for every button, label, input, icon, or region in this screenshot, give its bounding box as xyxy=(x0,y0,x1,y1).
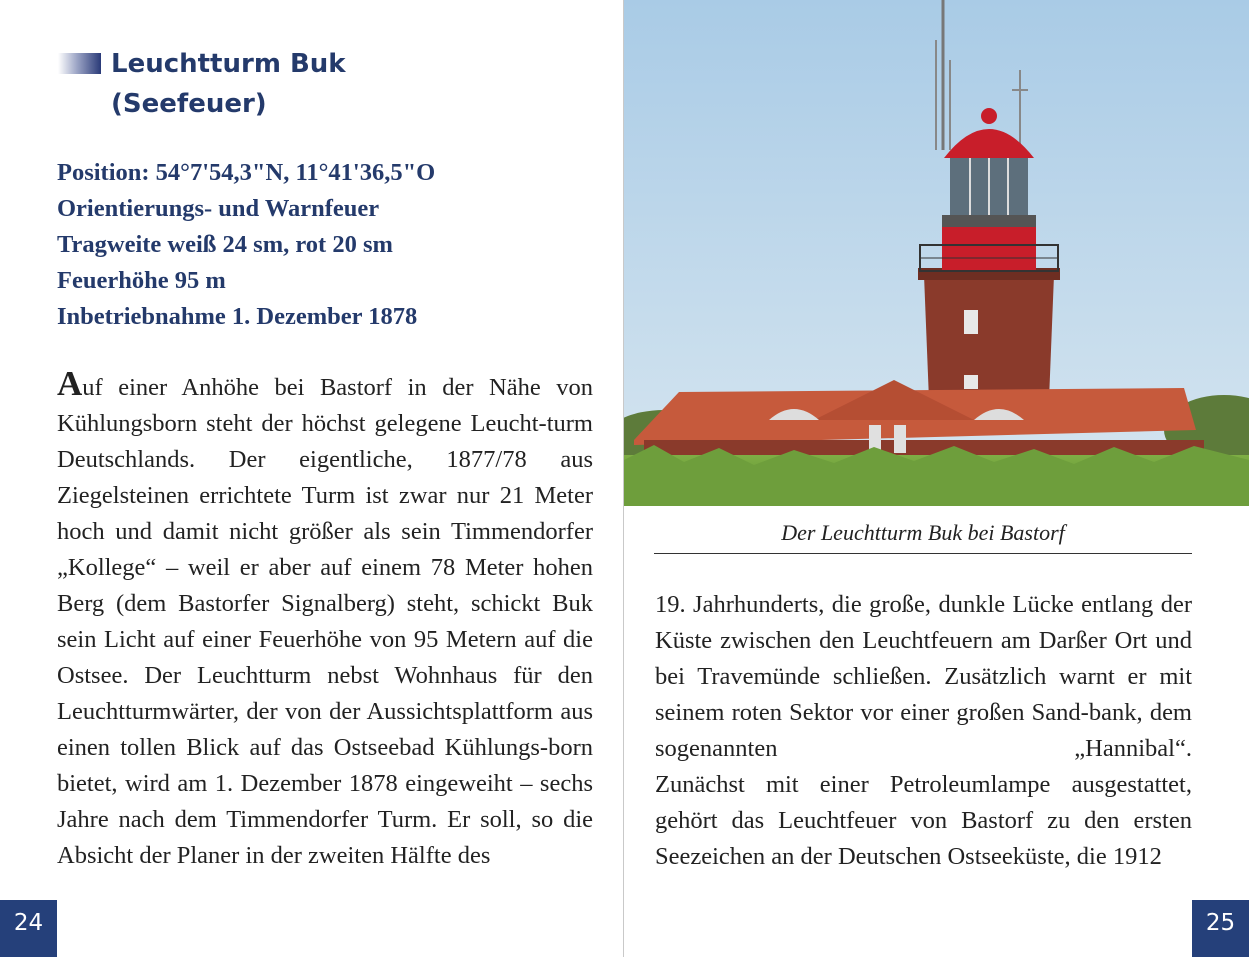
left-page xyxy=(0,0,623,957)
body-text-right-2: Zunächst mit einer Petroleumlampe ausgestattet, gehört das Leuchtfeuer von Bastorf zu den ersten Seezeichen an der Deutschen Ostseeküste, die 1912 xyxy=(655,771,1192,870)
fact-commissioning: Inbetriebnahme 1. Dezember 1878 xyxy=(57,303,418,330)
body-paragraph-left xyxy=(57,364,593,874)
body-text-left: uf einer Anhöhe bei Bastorf in der Nähe von Kühlungsborn steht der höchst gelegene Leucht-turm Deutschlands. Der eigentliche, 1877/78 aus Ziegelsteinen errichtete Turm ist zwar nur 21 Meter hoch und damit nicht größer als sein Timmendorfer „Kollege“ – weil er aber auf einem 78 Meter hohen Berg (dem Bastorfer Signalberg) steht, schickt Buk sein Licht auf einer Feuerhöhe von 95 Metern auf die Ostsee. Der Leuchtturm nebst Wohnhaus für den Leuchtturmwärter, der von der Aussichtsplattform aus einen tollen Blick auf das Ostseebad Kühlungs-born bietet, wird am 1. Dezember 1878 eingeweiht – sechs Jahre nach dem Timmendorfer Turm. Er soll, so die Absicht der Planer in der zweiten Hälfte des xyxy=(57,374,593,869)
title-line-2: (Seefeuer) xyxy=(111,89,267,119)
fact-type: Orientierungs- und Warnfeuer xyxy=(57,195,380,222)
fact-height: Feuerhöhe 95 m xyxy=(57,267,226,294)
title-line-1: Leuchtturm Buk xyxy=(111,49,346,79)
page-number-left: 24 xyxy=(0,900,57,957)
right-page xyxy=(624,0,1249,957)
body-paragraph-right xyxy=(655,587,1192,875)
lighthouse-photo xyxy=(624,0,1249,506)
fact-position: Position: 54°7'54,3"N, 11°41'36,5"O xyxy=(57,159,436,186)
drop-cap: A xyxy=(57,364,83,403)
fact-range: Tragweite weiß 24 sm, rot 20 sm xyxy=(57,231,393,258)
page-title xyxy=(111,44,346,124)
fact-list xyxy=(57,155,597,335)
page-number-right: 25 xyxy=(1192,900,1249,957)
photo-caption: Der Leuchtturm Buk bei Bastorf xyxy=(781,520,1065,545)
caption-divider xyxy=(654,553,1192,554)
heading-gradient-bar xyxy=(58,53,101,74)
body-text-right-1: 19. Jahrhunderts, die große, dunkle Lücke entlang der Küste zwischen den Leuchtfeuern am Darßer Ort und bei Travemünde schließen. Zusätzlich warnt er mit seinem roten Sektor vor einer großen Sand-bank, dem sogenannten „Hannibal“. xyxy=(655,591,1192,762)
